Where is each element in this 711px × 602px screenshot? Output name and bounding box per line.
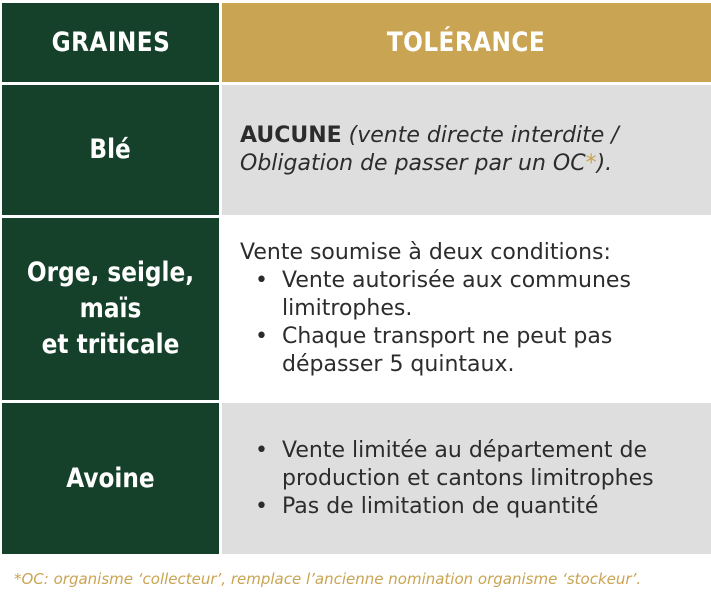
list-item: • Pas de limitation de quantité bbox=[255, 493, 599, 519]
tolerance-text-ble bbox=[240, 122, 697, 178]
row-ble-grain bbox=[2, 85, 219, 215]
header-tolerance bbox=[222, 3, 711, 82]
header-graines bbox=[2, 3, 219, 82]
tolerance-orge-list bbox=[240, 267, 697, 379]
header-tolerance-label: TOLÉRANCE bbox=[387, 27, 546, 58]
header-graines-label: GRAINES bbox=[51, 27, 170, 58]
grain-label-orge-line2: et triticale bbox=[41, 329, 180, 360]
row-orge-tolerance bbox=[222, 218, 711, 400]
grain-label-ble: Blé bbox=[89, 134, 132, 165]
row-avoine-grain bbox=[2, 403, 219, 554]
tolerance-none-label: AUCUNE bbox=[240, 123, 342, 148]
grain-label-avoine: Avoine bbox=[66, 462, 155, 494]
row-orge-grain bbox=[2, 218, 219, 400]
bullet-icon: • bbox=[255, 324, 268, 349]
tolerance-ble-note: (vente directe interdite / Obligation de passer par un OC bbox=[240, 123, 619, 176]
row-avoine-tolerance bbox=[222, 403, 711, 554]
asterisk-marker: * bbox=[585, 151, 597, 176]
grain-tolerance-table bbox=[2, 3, 709, 550]
bullet-icon: • bbox=[255, 437, 268, 463]
tolerance-orge-intro: Vente soumise à deux conditions: bbox=[240, 240, 611, 265]
list-item: • Vente limitée au département de production et cantons limitrophes bbox=[255, 437, 654, 491]
row-ble-tolerance bbox=[222, 85, 711, 215]
tolerance-avoine-list bbox=[240, 437, 697, 521]
bullet-icon: • bbox=[255, 493, 268, 519]
grain-label-orge bbox=[17, 255, 204, 363]
footnote: *OC: organisme ‘collecteur’, remplace l’ancienne nomination organisme ‘stockeur’. bbox=[14, 570, 642, 588]
grain-label-orge-line1: Orge, seigle, maïs bbox=[26, 257, 195, 324]
list-item: • Chaque transport ne peut pas dépasser 5 quintaux. bbox=[255, 324, 613, 377]
bullet-icon: • bbox=[255, 268, 268, 293]
tolerance-ble-note-end: ). bbox=[596, 151, 613, 176]
list-item: • Vente autorisée aux communes limitrophes. bbox=[255, 268, 631, 321]
